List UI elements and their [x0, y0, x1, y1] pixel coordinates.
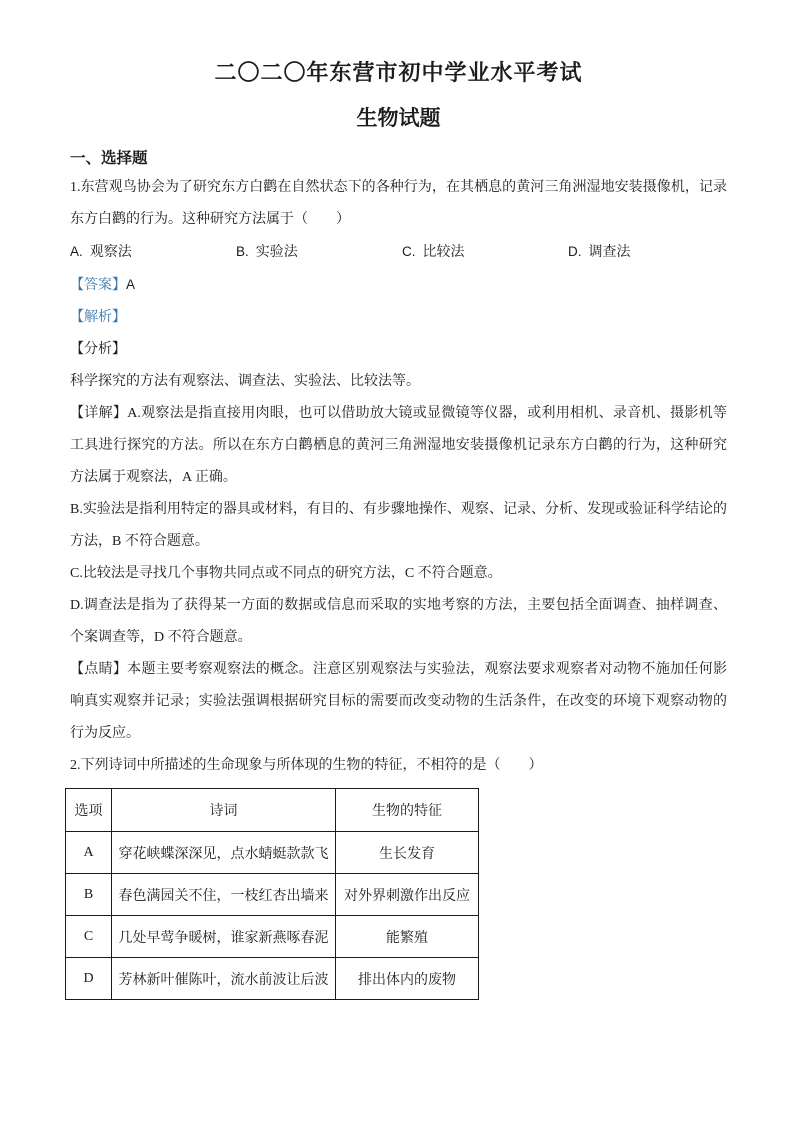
table-cell-poem-c: 几处早莺争暖树，谁家新燕啄春泥	[112, 916, 336, 958]
option-a-label: A.	[70, 244, 83, 259]
option-a-text: 观察法	[89, 245, 132, 260]
table-cell-feature-a: 生长发育	[336, 832, 479, 874]
explanation-tag-line	[70, 302, 727, 334]
option-b	[236, 236, 402, 269]
section-heading-choice-questions: 一、选择题	[70, 150, 148, 167]
table-row	[66, 916, 479, 958]
table-cell-option-a: A	[66, 832, 112, 874]
table-row	[66, 832, 479, 874]
analysis-tag-line	[70, 334, 727, 366]
table-cell-feature-d: 排出体内的废物	[336, 958, 479, 1000]
answer-value: A	[126, 277, 136, 292]
table-header-feature: 生物的特征	[336, 789, 479, 832]
detail-tag: 【详解】	[70, 406, 128, 421]
table-cell-option-b: B	[66, 874, 112, 916]
table-row	[66, 874, 479, 916]
question-1-stem: 1.东营观鸟协会为了研究东方白鹳在自然状态下的各种行为，在其栖息的黄河三角洲湿地安装摄像机，记录东方白鹳的行为。这种研究方法属于（ ）	[70, 180, 727, 227]
question-2-table	[65, 788, 479, 1000]
option-c-label: C.	[402, 244, 416, 259]
table-cell-poem-b: 春色满园关不住，一枝红杏出墙来	[112, 874, 336, 916]
note-paragraph	[70, 654, 727, 750]
option-d-text: 调查法	[588, 245, 631, 260]
option-a	[70, 236, 236, 269]
detail-paragraph-b: B.实验法是指利用特定的器具或材料，有目的、有步骤地操作、观察、记录、分析、发现或验证科学结论的方法，B 不符合题意。	[70, 502, 727, 549]
detail-paragraph-d: D.调查法是指为了获得某一方面的数据或信息而采取的实地考察的方法，主要包括全面调查、抽样调查、个案调查等，D 不符合题意。	[70, 598, 727, 645]
option-d-label: D.	[568, 244, 582, 259]
option-c	[402, 236, 568, 269]
note-tag: 【点睛】	[70, 662, 128, 677]
table-cell-option-d: D	[66, 958, 112, 1000]
table-header-option: 选项	[66, 789, 112, 832]
analysis-tag: 【分析】	[70, 342, 126, 357]
table-header-poem: 诗词	[112, 789, 336, 832]
exam-title: 二〇二〇年东营市初中学业水平考试	[214, 60, 583, 85]
answer-tag: 【答案】	[70, 278, 126, 293]
detail-a-text: A.观察法是指直接用肉眼，也可以借助放大镜或显微镜等仪器，或利用相机、录音机、摄影机等工具进行探究的方法。所以在东方白鹳栖息的黄河三角洲湿地安装摄像机记录东方白鹳的行为，这种研究方法属于观察法，A 正确。	[70, 406, 728, 485]
explanation-tag: 【解析】	[70, 310, 126, 325]
table-cell-feature-b: 对外界刺激作出反应	[336, 874, 479, 916]
exam-subtitle: 生物试题	[356, 106, 441, 130]
question-1-options-row	[70, 236, 727, 269]
detail-paragraph-a	[70, 398, 727, 494]
option-b-text: 实验法	[255, 245, 298, 260]
table-cell-poem-a: 穿花峡蝶深深见，点水蜻蜓款款飞	[112, 832, 336, 874]
detail-paragraph-c: C.比较法是寻找几个事物共同点或不同点的研究方法，C 不符合题意。	[70, 566, 502, 581]
table-header-row	[66, 789, 479, 832]
table-row	[66, 958, 479, 1000]
option-d	[568, 236, 631, 269]
table-cell-poem-d: 芳林新叶催陈叶，流水前波让后波	[112, 958, 336, 1000]
table-cell-option-c: C	[66, 916, 112, 958]
answer-line	[70, 269, 727, 302]
option-c-text: 比较法	[422, 245, 465, 260]
note-text: 本题主要考察观察法的概念。注意区别观察法与实验法，观察法要求观察者对动物不施加任何影响真实观察并记录；实验法强调根据研究目标的需要而改变动物的生活条件，在改变的环境下观察动物的行为反应。	[70, 662, 727, 741]
option-b-label: B.	[236, 244, 249, 259]
analysis-text: 科学探究的方法有观察法、调查法、实验法、比较法等。	[70, 374, 420, 389]
table-cell-feature-c: 能繁殖	[336, 916, 479, 958]
question-2-stem: 2.下列诗词中所描述的生命现象与所体现的生物的特征，不相符的是（ ）	[70, 758, 543, 773]
